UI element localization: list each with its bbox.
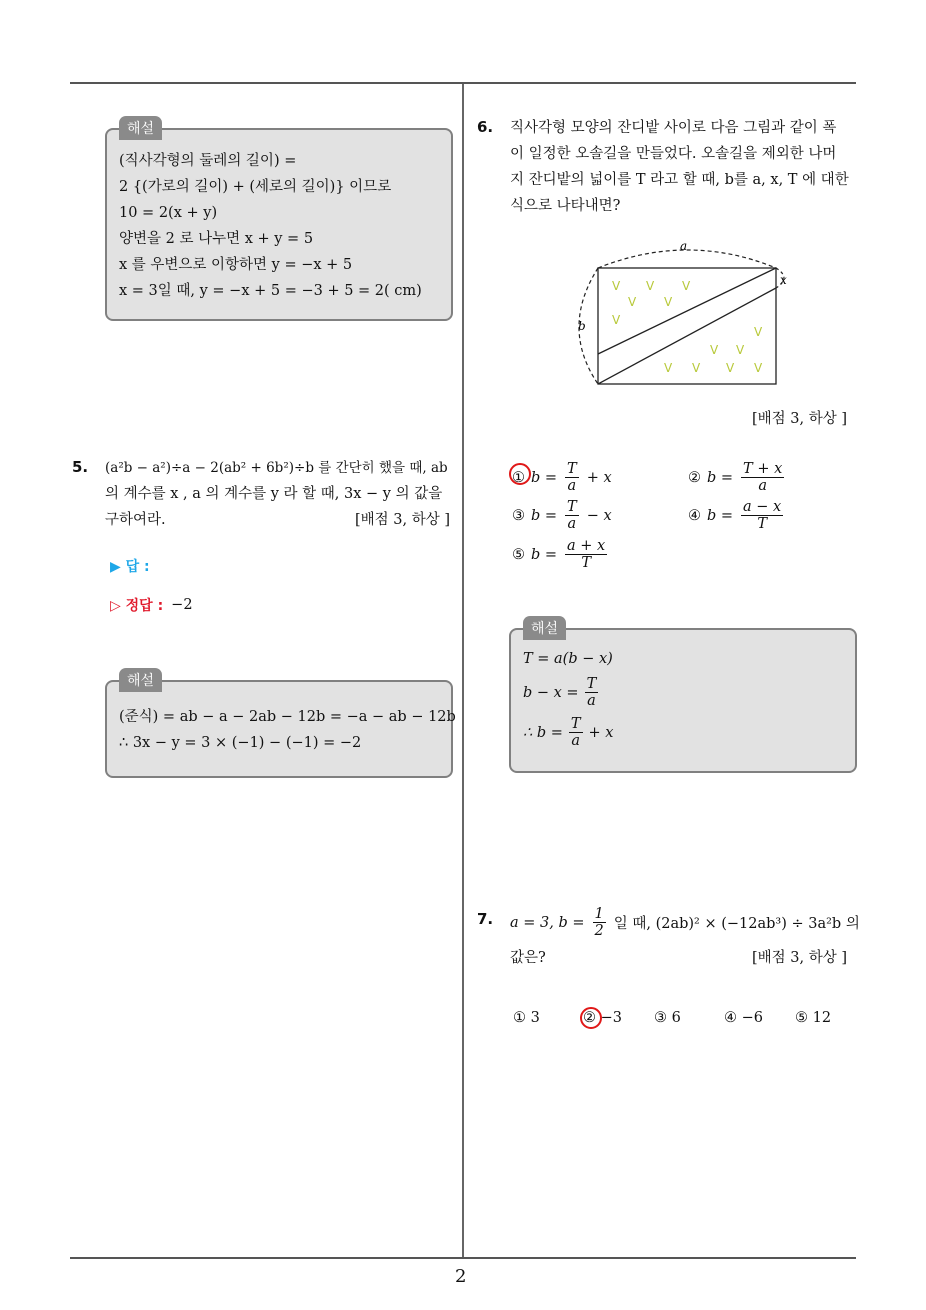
q7-line-2: 값은? <box>510 950 546 966</box>
grass-marks <box>612 279 763 375</box>
option-number: ④ <box>688 507 701 524</box>
label-x: x <box>780 273 787 287</box>
q5-exp-line-2: ∴ 3x − y = 3 × (−1) − (−1) = −2 <box>119 735 362 751</box>
q6-number: 6. <box>477 118 494 136</box>
q6-line-2: 이 일정한 오솔길을 만들었다. 오솔길을 제외한 나머 <box>510 146 837 162</box>
option-number: ③ <box>512 507 525 524</box>
q5-explain-tag: 해설 <box>119 668 162 692</box>
q5-line-2: 의 계수를 x , a 의 계수를 y 라 할 때, 3x − y 의 값을 <box>105 486 443 502</box>
q6-option-4[interactable] <box>688 499 785 532</box>
q5-line-3: 구하여라. <box>105 512 166 528</box>
q6-exp-line-3: ∴ b = $\frac{T}{a}$ + x <box>523 716 614 749</box>
path-edge-lower <box>598 288 776 384</box>
q4-exp-line-5: x 를 우변으로 이항하면 y = −x + 5 <box>119 257 353 273</box>
q5-correct-label: ▷ 정답 : <box>110 598 164 614</box>
grass-mark: V <box>726 361 735 375</box>
grass-mark: V <box>664 361 673 375</box>
q6-explanation-box <box>509 628 857 773</box>
q4-exp-line-2: 2 {(가로의 길이) + (세로의 길이)} 이므로 <box>119 179 392 195</box>
label-a: a <box>680 239 688 253</box>
option-lhs: b = <box>707 469 734 486</box>
q4-exp-line-6: x = 3일 때, y = −x + 5 = −3 + 5 = 2( cm) <box>119 283 422 299</box>
option-lhs: b = <box>531 546 558 563</box>
grass-mark: V <box>664 295 673 309</box>
q4-explanation-box <box>105 128 453 321</box>
q6-exp-line-1: T = a(b − x) <box>523 651 613 667</box>
q6-line-3: 지 잔디밭의 넓이를 T 라고 할 때, b를 a, x, T 에 대한 <box>510 172 849 188</box>
q7-option-3[interactable]: ③ 6 <box>654 1010 681 1026</box>
grass-mark: V <box>682 279 691 293</box>
q6-exp-line-2: b − x = $\frac{T}{a}$ <box>523 676 597 709</box>
q5-correct-row <box>110 592 193 618</box>
q7-option-5[interactable]: ⑤ 12 <box>795 1010 832 1026</box>
grass-mark: V <box>612 313 621 327</box>
q7-number: 7. <box>477 910 494 928</box>
option-number: ② <box>688 469 701 486</box>
column-divider <box>462 84 464 1258</box>
option-fraction: $\frac{a - x}{T}$ <box>743 499 782 532</box>
grass-mark: V <box>736 343 745 357</box>
q4-exp-line-4: 양변을 2 로 나누면 x + y = 5 <box>119 231 314 247</box>
grass-mark: V <box>646 279 655 293</box>
q6-option-5[interactable] <box>512 538 609 571</box>
q7-fraction: $\frac{1}{2}$ <box>594 906 604 939</box>
option-tail: + x <box>586 469 612 486</box>
option-lhs: b = <box>531 507 558 524</box>
q5-score: [배점 3, 하상 ] <box>355 512 451 528</box>
q5-answer-label: ▶ 답 : <box>110 559 150 575</box>
option-lhs: b = <box>531 469 558 486</box>
q6-option-3[interactable] <box>512 499 612 532</box>
option-lhs: b = <box>707 507 734 524</box>
grass-mark: V <box>612 279 621 293</box>
q6-line-4: 식으로 나타내면? <box>510 198 621 214</box>
q6-explain-tag: 해설 <box>523 616 566 640</box>
grass-mark: V <box>692 361 701 375</box>
q6-score: [배점 3, 하상 ] <box>752 411 848 427</box>
grass-mark: V <box>754 361 763 375</box>
option-fraction: $\frac{a + x}{T}$ <box>567 538 606 571</box>
label-b: b <box>578 319 586 333</box>
page-number: 2 <box>455 1266 467 1287</box>
q7-post: 일 때, (2ab)² × (−12ab³) ÷ 3a²b 의 <box>613 916 860 932</box>
grass-mark: V <box>710 343 719 357</box>
q7-option-1[interactable]: ① 3 <box>513 1010 540 1026</box>
q6-line-1: 직사각형 모양의 잔디밭 사이로 다음 그림과 같이 폭 <box>510 120 837 136</box>
bottom-rule <box>70 1257 856 1259</box>
option-fraction: $\frac{T}{a}$ <box>567 499 577 532</box>
q7-option-4[interactable]: ④ −6 <box>724 1010 763 1026</box>
grass-mark: V <box>628 295 637 309</box>
q7-option-2[interactable]: ② −3 <box>583 1010 622 1026</box>
q5-number: 5. <box>72 458 89 476</box>
grass-mark: V <box>754 325 763 339</box>
option-number: ⑤ <box>512 546 525 563</box>
option-number: ① <box>512 469 525 486</box>
q7-line-1 <box>510 906 860 939</box>
q6-lawn-figure <box>570 238 800 398</box>
q6-option-2[interactable] <box>688 461 786 494</box>
q7-pre: a = 3, b = <box>510 914 585 931</box>
q4-explain-tag: 해설 <box>119 116 162 140</box>
q4-exp-line-3: 10 = 2(x + y) <box>119 205 218 221</box>
q5-line-1: (a²b − a²)÷a − 2(ab² + 6b²)÷b 를 간단히 했을 때, ab <box>105 460 448 476</box>
q5-exp-line-1: (준식) = ab − a − 2ab − 12b = −a − ab − 12b <box>119 709 456 725</box>
option-fraction: $\frac{T + x}{a}$ <box>743 461 783 494</box>
q4-exp-line-1: (직사각형의 둘레의 길이) = <box>119 153 297 169</box>
q5-explanation-box <box>105 680 456 778</box>
selected-answer-circle <box>509 463 531 485</box>
option-fraction: $\frac{T}{a}$ <box>567 461 577 494</box>
selected-answer-circle <box>580 1007 602 1029</box>
option-tail: − x <box>586 507 612 524</box>
q5-correct-value: −2 <box>171 597 193 613</box>
q7-score: [배점 3, 하상 ] <box>752 950 848 966</box>
